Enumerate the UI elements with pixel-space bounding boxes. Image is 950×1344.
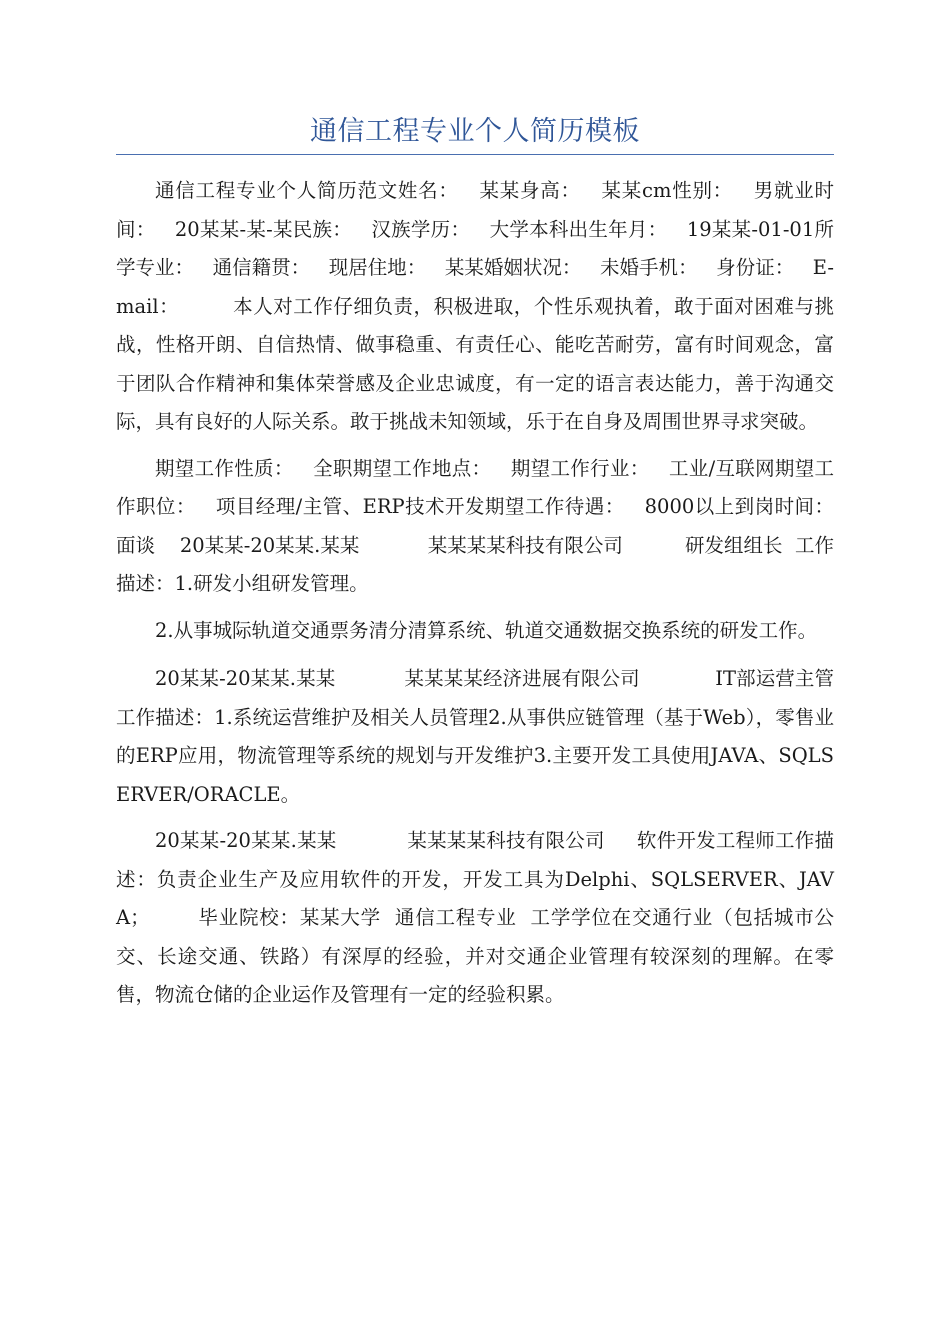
title-underline: [116, 154, 834, 155]
paragraph-work-experience-1: 20某某-20某某.某某 某某某某经济进展有限公司 IT部运营主管工作描述：1.系统运营维护及相关人员管理2.从事供应链管理（基于Web），零售业的ERP应用，物流管理等系统的规划与开发维护3.主要开发工具使用JAVA、SQLSERVER/ORACLE。: [116, 667, 834, 806]
document-body: [116, 172, 853, 1023]
paragraph-job-duty: 2.从事城际轨道交通票务清分清算系统、轨道交通数据交换系统的研发工作。: [155, 618, 818, 642]
paragraph-job-expectation: 期望工作性质： 全职期望工作地点： 期望工作行业： 工业/互联网期望工作职位： 项目经理/主管、ERP技术开发期望工作待遇： 8000以上到岗时间： 面谈 20某某-20某某.某某 某某某某科技有限公司 研发组组长 工作描述：1.研发小组研发管理。: [116, 456, 853, 595]
page-title: 通信工程专业个人简历模板: [310, 116, 640, 147]
paragraph-personal-info: 通信工程专业个人简历范文姓名： 某某身高： 某某cm性别： 男就业时间： 20某某-某-某民族： 汉族学历： 大学本科出生年月： 19某某-01-01所学专业： 通信籍贯： 现居住地： 某某婚姻状况： 未婚手机： 身份证： E-mail： 本人对工作仔细负责，积极进取，个性乐观执着，敢于面对困难与挑战，性格开朗、自信热情、做事稳重、有责任心、能吃苦耐劳，富有时间观念，富于团队合作精神和集体荣誉感及企业忠诚度，有一定的语言表达能力，善于沟通交际，具有良好的人际关系。敢于挑战未知领域，乐于在自身及周围世界寻求突破。: [116, 179, 834, 433]
paragraph-work-experience-2: 20某某-20某某.某某 某某某某科技有限公司 软件开发工程师工作描述：负责企业生产及应用软件的开发，开发工具为Delphi、SQLSERVER、JAVA； 毕业院校：某某大学 通信工程专业 工学学位在交通行业（包括城市公交、长途交通、铁路）有深厚的经验，并对交通企业管理有较深刻的理解。在零售，物流仓储的企业运作及管理有一定的经验积累。: [116, 829, 834, 1006]
